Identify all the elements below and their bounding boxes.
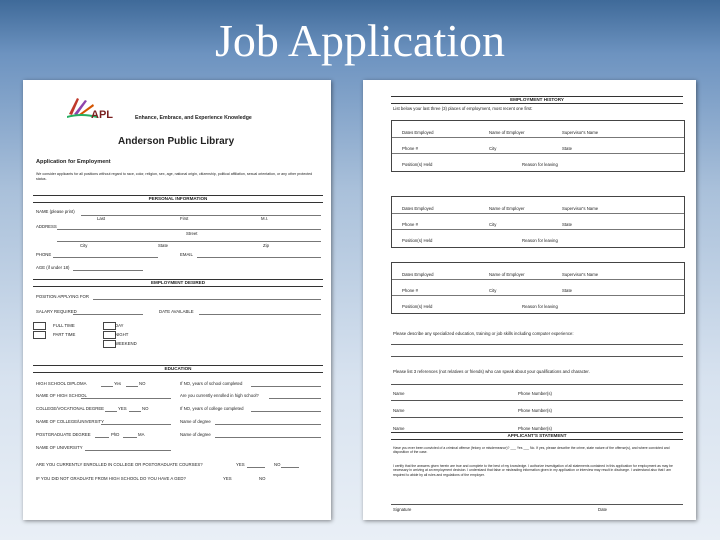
salary-label: SALARY REQUIRED	[36, 309, 77, 314]
first-label: First	[180, 216, 189, 221]
supervisor-label: Supervisor's Name	[562, 130, 599, 135]
position-field[interactable]	[93, 299, 321, 300]
name-label: NAME (please print)	[36, 209, 75, 214]
university-label: NAME OF UNIVERSITY	[36, 445, 83, 450]
email-field[interactable]	[197, 257, 321, 258]
enrolled-no-field[interactable]	[281, 467, 299, 468]
years-college-field[interactable]	[251, 411, 321, 412]
personal-info-header: PERSONAL INFORMATION	[33, 195, 323, 203]
college-degree-label: COLLEGE/VOCATIONAL DEGREE	[36, 406, 105, 411]
part-time-checkbox[interactable]	[33, 331, 46, 339]
ged-no-label: NO	[259, 476, 266, 481]
state-label: State	[158, 243, 169, 248]
application-page-two	[363, 80, 696, 520]
phone-label: Phone #	[402, 222, 419, 227]
enrolled-hs-field[interactable]	[269, 398, 321, 399]
date-available-label: DATE AVAILABLE	[159, 309, 194, 314]
employer-label: Name of Employer	[489, 272, 525, 277]
zip-label: Zip	[263, 243, 269, 248]
position-label: Position(s) Held	[402, 238, 433, 243]
position-label: POSITION APPLYING FOR	[36, 294, 89, 299]
city-label: City	[80, 243, 88, 248]
form-title: Application for Employment	[36, 159, 111, 165]
phd-label: PhD	[111, 432, 120, 437]
state-label: State	[562, 146, 573, 151]
phone-label: PHONE	[36, 252, 52, 257]
age-label: AGE (if under 18)	[36, 265, 70, 270]
enrolled-yes-field[interactable]	[247, 467, 265, 468]
ref1-name-label: Name	[393, 391, 405, 396]
hs-name-field[interactable]	[81, 398, 171, 399]
part-time-label: PART TIME	[53, 332, 76, 337]
salary-field[interactable]	[73, 314, 143, 315]
ma-label: MA	[138, 432, 145, 437]
brand-logo-text: APL	[91, 109, 113, 121]
ref2-phone-label: Phone Number(s)	[518, 408, 552, 413]
references-line	[391, 384, 683, 385]
phone-label: Phone #	[402, 146, 419, 151]
degree-name-label: Name of degree	[180, 419, 211, 424]
skills-line-2[interactable]	[391, 356, 683, 357]
employer-label: Name of Employer	[489, 206, 525, 211]
library-name: Anderson Public Library	[118, 136, 235, 147]
dates-label: Dates Employed	[402, 272, 434, 277]
signature-date-label: Date	[598, 507, 608, 512]
college-yes-field[interactable]	[105, 411, 117, 412]
full-time-checkbox[interactable]	[33, 322, 46, 330]
intro-text: We consider applicants for all positions without regard to race, color, religion, sex, age, national origin, citizenship, political affiliation, sexual orientation, or any other protected status.	[36, 172, 313, 181]
ged-label: IF YOU DID NOT GRADUATE FROM HIGH SCHOOL DO YOU HAVE A GED?	[36, 476, 186, 481]
reason-label: Reason for leaving	[522, 162, 558, 167]
supervisor-label: Supervisor's Name	[562, 272, 599, 277]
employer-block-2[interactable]	[391, 196, 685, 248]
references-label: Please list 3 references (not relatives or friends) who can speak about your qualifications and character.	[393, 369, 590, 374]
phone-field[interactable]	[53, 257, 158, 258]
signature-label: Signature	[393, 507, 412, 512]
date-available-field[interactable]	[199, 314, 321, 315]
enrolled-yes-label: YES	[236, 462, 245, 467]
ref2-name-label: Name	[393, 408, 405, 413]
phd-field[interactable]	[95, 437, 109, 438]
employment-history-header: EMPLOYMENT HISTORY	[391, 96, 683, 104]
dates-label: Dates Employed	[402, 206, 434, 211]
college-no-field[interactable]	[129, 411, 141, 412]
employer-label: Name of Employer	[489, 130, 525, 135]
ged-yes-label: YES	[223, 476, 232, 481]
hs-no-label: NO	[139, 381, 146, 386]
state-label: State	[562, 288, 573, 293]
age-field[interactable]	[73, 270, 143, 271]
ref1-phone-label: Phone Number(s)	[518, 391, 552, 396]
college-name-label: NAME OF COLLEGE/UNIVERSITY	[36, 419, 105, 424]
ref3-name-label: Name	[393, 426, 405, 431]
position-label: Position(s) Held	[402, 162, 433, 167]
ref2-line[interactable]	[391, 417, 683, 418]
conviction-question: Have you ever been convicted of a criminal offense (felony or misdemeanor)? ___ Yes ___ No. If yes, please describe the crime, state nature of the offense(s), and where convicted and disposition of the case.	[393, 446, 670, 455]
full-time-label: FULL TIME	[53, 323, 75, 328]
phone-label: Phone #	[402, 288, 419, 293]
city-label: City	[489, 222, 497, 227]
ref1-line[interactable]	[391, 400, 683, 401]
certification-statement: I certify that the answers given herein are true and complete to the best of my knowledge. I authorize investigation of all statements contained in this application for employment as may be necessary in arriving at an employment decision. I understand that false or misleading information given in my application or interview may result in discharge. I understand also that I am required to abide by all rules and regulations of the employer.	[393, 464, 673, 477]
college-yes-label: YES	[118, 406, 127, 411]
signature-line[interactable]	[391, 504, 683, 505]
last-label: Last	[97, 216, 106, 221]
mi-label: M.I.	[261, 216, 269, 221]
name-field[interactable]	[81, 215, 321, 216]
skills-line-1[interactable]	[391, 344, 683, 345]
enrolled-hs-label: Are you currently enrolled in high school?	[180, 393, 259, 398]
degree-name-field[interactable]	[215, 424, 321, 425]
hs-no-field[interactable]	[126, 386, 138, 387]
day-label: DAY	[115, 323, 124, 328]
state-label: State	[562, 222, 573, 227]
position-label: Position(s) Held	[402, 304, 433, 309]
dates-label: Dates Employed	[402, 130, 434, 135]
weekend-label: WEEKEND	[115, 341, 137, 346]
enrolled-no-label: NO	[274, 462, 281, 467]
tagline: Enhance, Embrace, and Experience Knowledge	[135, 115, 252, 121]
postgrad-degree-field[interactable]	[215, 437, 321, 438]
city-label: City	[489, 288, 497, 293]
skills-label: Please describe any specialized education, training or job skills including computer experience:	[393, 331, 574, 336]
email-label: EMAIL	[180, 252, 193, 257]
education-header: EDUCATION	[33, 365, 323, 373]
city-label: City	[489, 146, 497, 151]
hs-diploma-label: HIGH SCHOOL DIPLOMA	[36, 381, 87, 386]
hs-name-label: NAME OF HIGH SCHOOL	[36, 393, 87, 398]
address-label: ADDRESS	[36, 224, 57, 229]
ref3-phone-label: Phone Number(s)	[518, 426, 552, 431]
employment-desired-header: EMPLOYMENT DESIRED	[33, 279, 323, 287]
ma-field[interactable]	[123, 437, 137, 438]
street-field[interactable]	[57, 229, 321, 230]
reason-label: Reason for leaving	[522, 238, 558, 243]
years-completed-field[interactable]	[251, 386, 321, 387]
hs-yes-label: Yes	[114, 381, 122, 386]
slide-title: Job Application	[214, 15, 506, 66]
college-no-label: NO	[142, 406, 149, 411]
night-label: NIGHT	[115, 332, 129, 337]
years-college-label: If NO, years of college completed	[180, 406, 244, 411]
history-intro: List below your last three (3) places of employment, most recent one first:	[393, 106, 533, 111]
postgrad-label: POSTGRADUATE DEGREE	[36, 432, 91, 437]
reason-label: Reason for leaving	[522, 304, 558, 309]
employer-block-3[interactable]	[391, 262, 685, 314]
supervisor-label: Supervisor's Name	[562, 206, 599, 211]
employer-block-1[interactable]	[391, 120, 685, 172]
postgrad-degree-name-label: Name of degree	[180, 432, 211, 437]
college-name-field[interactable]	[101, 424, 171, 425]
city-state-zip-field[interactable]	[57, 241, 321, 242]
university-field[interactable]	[85, 450, 171, 451]
years-completed-label: If NO, years of school completed	[180, 381, 243, 386]
hs-yes-field[interactable]	[101, 386, 113, 387]
application-page-one	[23, 80, 331, 520]
street-label: Street	[186, 231, 198, 236]
applicant-statement-header: APPLICANT'S STATEMENT	[391, 432, 683, 440]
enrolled-college-label: ARE YOU CURRENTLY ENROLLED IN COLLEGE OR POSTGRADUATE COURSES?	[36, 462, 203, 467]
